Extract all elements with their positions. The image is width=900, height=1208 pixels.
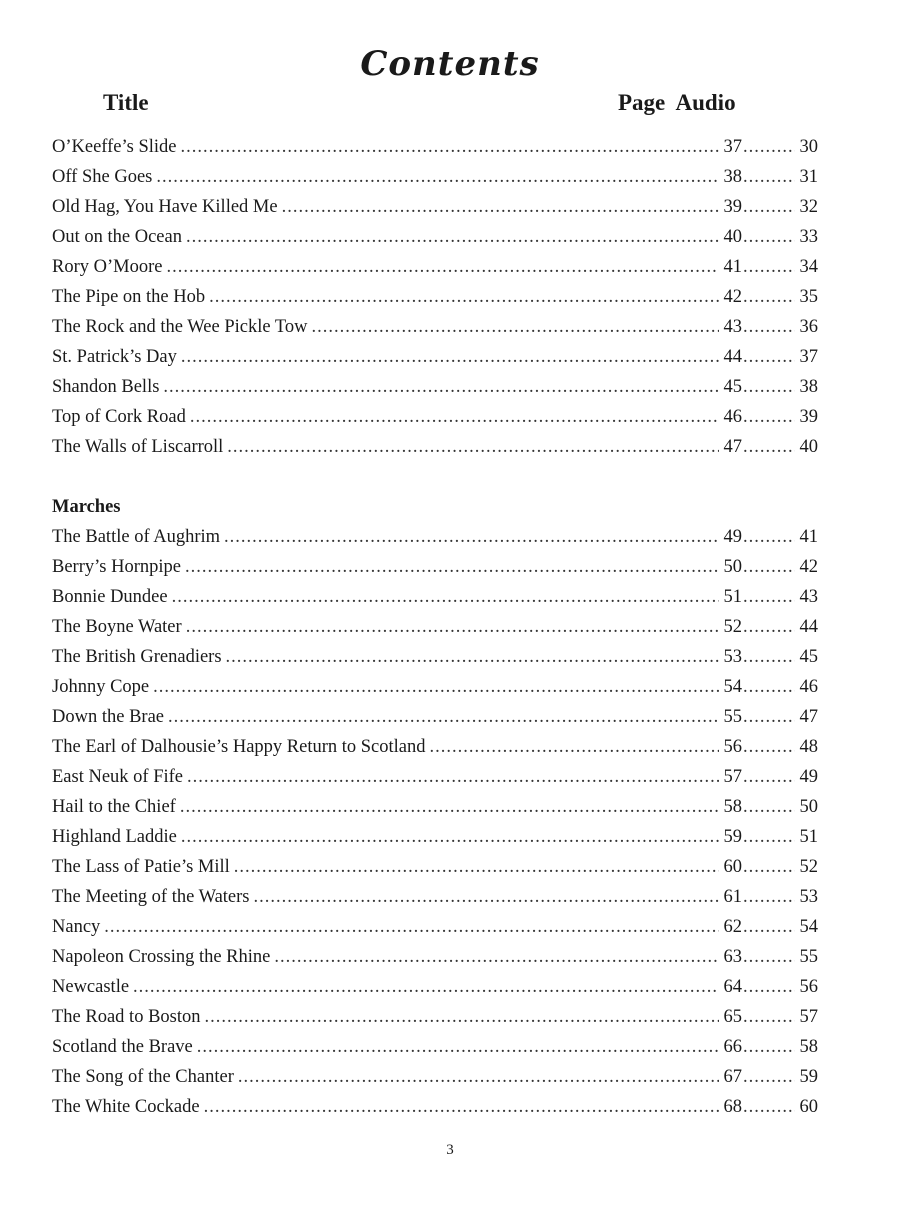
leader-dots <box>743 702 795 732</box>
leader-dots <box>743 162 795 192</box>
leader-dots <box>185 552 719 582</box>
toc-row-page: 63 <box>723 947 742 967</box>
leader-dots <box>238 1062 719 1092</box>
leader-dots <box>743 342 795 372</box>
toc-row[interactable] <box>52 342 818 372</box>
toc-row-audio: 31 <box>799 167 818 187</box>
toc-row-title: Hail to the Chief <box>52 797 176 817</box>
leader-dots <box>743 882 795 912</box>
toc-row[interactable] <box>52 762 818 792</box>
toc-row-title: The Earl of Dalhousie’s Happy Return to Scotland <box>52 737 426 757</box>
toc-row-page: 50 <box>723 557 742 577</box>
leader-dots <box>311 312 719 342</box>
toc-list-marches <box>52 492 818 1122</box>
leader-dots <box>743 402 795 432</box>
section-heading-marches: Marches <box>52 497 121 517</box>
toc-row-page: 39 <box>723 197 742 217</box>
toc-row-title: The Boyne Water <box>52 617 182 637</box>
toc-row[interactable] <box>52 312 818 342</box>
toc-row-audio: 54 <box>799 917 818 937</box>
toc-row-page: 55 <box>723 707 742 727</box>
toc-row-audio: 30 <box>799 137 818 157</box>
leader-dots <box>743 1032 795 1062</box>
toc-row-title: The Rock and the Wee Pickle Tow <box>52 317 308 337</box>
toc-row-page: 44 <box>723 347 742 367</box>
leader-dots <box>133 972 719 1002</box>
toc-row[interactable] <box>52 222 818 252</box>
toc-row-title: Down the Brae <box>52 707 164 727</box>
toc-row[interactable] <box>52 792 818 822</box>
leader-dots <box>156 162 719 192</box>
toc-row-audio: 33 <box>799 227 818 247</box>
leader-dots <box>104 912 719 942</box>
toc-row-audio: 46 <box>799 677 818 697</box>
toc-row-audio: 49 <box>799 767 818 787</box>
toc-row-title: The Meeting of the Waters <box>52 887 250 907</box>
toc-row[interactable] <box>52 612 818 642</box>
toc-row-title: The British Grenadiers <box>52 647 222 667</box>
leader-dots <box>226 642 719 672</box>
toc-row-audio: 52 <box>799 857 818 877</box>
leader-dots <box>163 372 719 402</box>
toc-row-page: 57 <box>723 767 742 787</box>
toc-row[interactable] <box>52 1092 818 1122</box>
leader-dots <box>743 552 795 582</box>
toc-row-page: 42 <box>723 287 742 307</box>
leader-dots <box>743 522 795 552</box>
leader-dots <box>743 792 795 822</box>
toc-row-page: 60 <box>723 857 742 877</box>
leader-dots <box>224 522 719 552</box>
toc-row-title: Rory O’Moore <box>52 257 163 277</box>
toc-row-audio: 60 <box>799 1097 818 1117</box>
toc-row-page: 45 <box>723 377 742 397</box>
toc-row-audio: 45 <box>799 647 818 667</box>
leader-dots <box>166 252 719 282</box>
toc-row-title: The Battle of Aughrim <box>52 527 221 547</box>
leader-dots <box>282 192 719 222</box>
toc-row-page: 52 <box>723 617 742 637</box>
toc-row-page: 47 <box>723 437 742 457</box>
leader-dots <box>430 732 719 762</box>
leader-dots <box>743 822 795 852</box>
toc-row[interactable] <box>52 972 818 1002</box>
toc-row[interactable] <box>52 282 818 312</box>
leader-dots <box>743 912 795 942</box>
toc-row-audio: 38 <box>799 377 818 397</box>
toc-row-audio: 39 <box>799 407 818 427</box>
toc-row-audio: 35 <box>799 287 818 307</box>
leader-dots <box>743 132 795 162</box>
toc-row[interactable] <box>52 1062 818 1092</box>
leader-dots <box>181 822 719 852</box>
leader-dots <box>172 582 719 612</box>
column-header-title: Title <box>103 90 149 115</box>
toc-row-page: 43 <box>723 317 742 337</box>
toc-row-audio: 57 <box>799 1007 818 1027</box>
toc-row-title: Out on the Ocean <box>52 227 182 247</box>
toc-row-audio: 37 <box>799 347 818 367</box>
toc-row-page: 40 <box>723 227 742 247</box>
toc-row-audio: 44 <box>799 617 818 637</box>
toc-row[interactable] <box>52 372 818 402</box>
leader-dots <box>743 1002 795 1032</box>
leader-dots <box>743 222 795 252</box>
toc-row[interactable] <box>52 732 818 762</box>
leader-dots <box>180 792 719 822</box>
toc-row[interactable] <box>52 822 818 852</box>
toc-row-title: Berry’s Hornpipe <box>52 557 181 577</box>
toc-row-page: 67 <box>723 1067 742 1087</box>
toc-row-audio: 42 <box>799 557 818 577</box>
leader-dots <box>743 432 795 462</box>
leader-dots <box>153 672 719 702</box>
leader-dots <box>743 312 795 342</box>
toc-row-title: The Lass of Patie’s Mill <box>52 857 230 877</box>
toc-row-audio: 53 <box>799 887 818 907</box>
leader-dots <box>743 612 795 642</box>
toc-row-title: Nancy <box>52 917 101 937</box>
toc-row[interactable] <box>52 702 818 732</box>
toc-row-page: 51 <box>723 587 742 607</box>
leader-dots <box>743 192 795 222</box>
toc-row-title: Scotland the Brave <box>52 1037 193 1057</box>
toc-row-audio: 51 <box>799 827 818 847</box>
toc-row-title: Highland Laddie <box>52 827 177 847</box>
leader-dots <box>743 852 795 882</box>
toc-row-title: Bonnie Dundee <box>52 587 168 607</box>
leader-dots <box>186 222 719 252</box>
toc-row-title: Newcastle <box>52 977 130 997</box>
toc-row-audio: 56 <box>799 977 818 997</box>
toc-row-title: Johnny Cope <box>52 677 150 697</box>
toc-row-title: Off She Goes <box>52 167 153 187</box>
toc-row-page: 61 <box>723 887 742 907</box>
toc-row-page: 41 <box>723 257 742 277</box>
toc-row-title: The Walls of Liscarroll <box>52 437 224 457</box>
toc-row[interactable] <box>52 192 818 222</box>
toc-row[interactable] <box>52 912 818 942</box>
leader-dots <box>743 942 795 972</box>
toc-row-audio: 59 <box>799 1067 818 1087</box>
toc-row[interactable] <box>52 1032 818 1062</box>
leader-dots <box>234 852 719 882</box>
toc-row-title: The White Cockade <box>52 1097 200 1117</box>
leader-dots <box>743 972 795 1002</box>
toc-row-page: 68 <box>723 1097 742 1117</box>
leader-dots <box>743 672 795 702</box>
toc-row-title: The Road to Boston <box>52 1007 201 1027</box>
toc-row-audio: 32 <box>799 197 818 217</box>
toc-row-page: 54 <box>723 677 742 697</box>
toc-row[interactable] <box>52 582 818 612</box>
toc-row[interactable] <box>52 132 818 162</box>
leader-dots <box>743 372 795 402</box>
toc-row[interactable] <box>52 942 818 972</box>
leader-dots <box>743 282 795 312</box>
leader-dots <box>209 282 719 312</box>
toc-row[interactable] <box>52 252 818 282</box>
toc-row-page: 58 <box>723 797 742 817</box>
toc-row[interactable] <box>52 1002 818 1032</box>
toc-row-page: 49 <box>723 527 742 547</box>
leader-dots <box>743 762 795 792</box>
toc-row[interactable] <box>52 672 818 702</box>
leader-dots <box>181 342 719 372</box>
toc-row-page: 64 <box>723 977 742 997</box>
toc-row-page: 59 <box>723 827 742 847</box>
toc-row[interactable] <box>52 882 818 912</box>
leader-dots <box>181 132 720 162</box>
page-title: Contents <box>360 44 540 84</box>
toc-row-audio: 48 <box>799 737 818 757</box>
toc-row[interactable] <box>52 402 818 432</box>
toc-row-audio: 58 <box>799 1037 818 1057</box>
toc-row[interactable] <box>52 162 818 192</box>
toc-row-title: Shandon Bells <box>52 377 160 397</box>
leader-dots <box>743 642 795 672</box>
leader-dots <box>227 432 719 462</box>
toc-row-page: 53 <box>723 647 742 667</box>
toc-row-audio: 40 <box>799 437 818 457</box>
leader-dots <box>190 402 719 432</box>
toc-list-group-1 <box>52 132 818 462</box>
toc-row-title: Napoleon Crossing the Rhine <box>52 947 271 967</box>
toc-row[interactable] <box>52 552 818 582</box>
toc-row-page: 66 <box>723 1037 742 1057</box>
toc-row-title: The Pipe on the Hob <box>52 287 206 307</box>
toc-row-audio: 36 <box>799 317 818 337</box>
toc-row[interactable] <box>52 642 818 672</box>
toc-row[interactable] <box>52 852 818 882</box>
toc-row-audio: 55 <box>799 947 818 967</box>
toc-row-audio: 47 <box>799 707 818 727</box>
toc-row-page: 38 <box>723 167 742 187</box>
leader-dots <box>743 732 795 762</box>
leader-dots <box>743 1092 795 1122</box>
toc-row-audio: 43 <box>799 587 818 607</box>
leader-dots <box>186 612 719 642</box>
toc-row-title: The Song of the Chanter <box>52 1067 234 1087</box>
toc-row-page: 56 <box>723 737 742 757</box>
toc-row-page: 46 <box>723 407 742 427</box>
toc-row-audio: 50 <box>799 797 818 817</box>
toc-row[interactable] <box>52 432 818 462</box>
toc-row-audio: 34 <box>799 257 818 277</box>
toc-row[interactable] <box>52 522 818 552</box>
toc-row-title: St. Patrick’s Day <box>52 347 177 367</box>
toc-row-page: 62 <box>723 917 742 937</box>
column-header-page-audio: Page Audio <box>618 90 736 115</box>
leader-dots <box>743 582 795 612</box>
leader-dots <box>168 702 719 732</box>
toc-row-title: Top of Cork Road <box>52 407 186 427</box>
leader-dots <box>254 882 720 912</box>
leader-dots <box>743 1062 795 1092</box>
leader-dots <box>274 942 719 972</box>
leader-dots <box>187 762 719 792</box>
leader-dots <box>197 1032 719 1062</box>
toc-row-title: East Neuk of Fife <box>52 767 184 787</box>
toc-row-page: 65 <box>723 1007 742 1027</box>
toc-row-audio: 41 <box>799 527 818 547</box>
leader-dots <box>204 1092 719 1122</box>
toc-row-title: O’Keeffe’s Slide <box>52 137 177 157</box>
leader-dots <box>743 252 795 282</box>
toc-row-title: Old Hag, You Have Killed Me <box>52 197 278 217</box>
leader-dots <box>205 1002 719 1032</box>
page-number: 3 <box>446 1142 454 1158</box>
toc-row-page: 37 <box>723 137 742 157</box>
